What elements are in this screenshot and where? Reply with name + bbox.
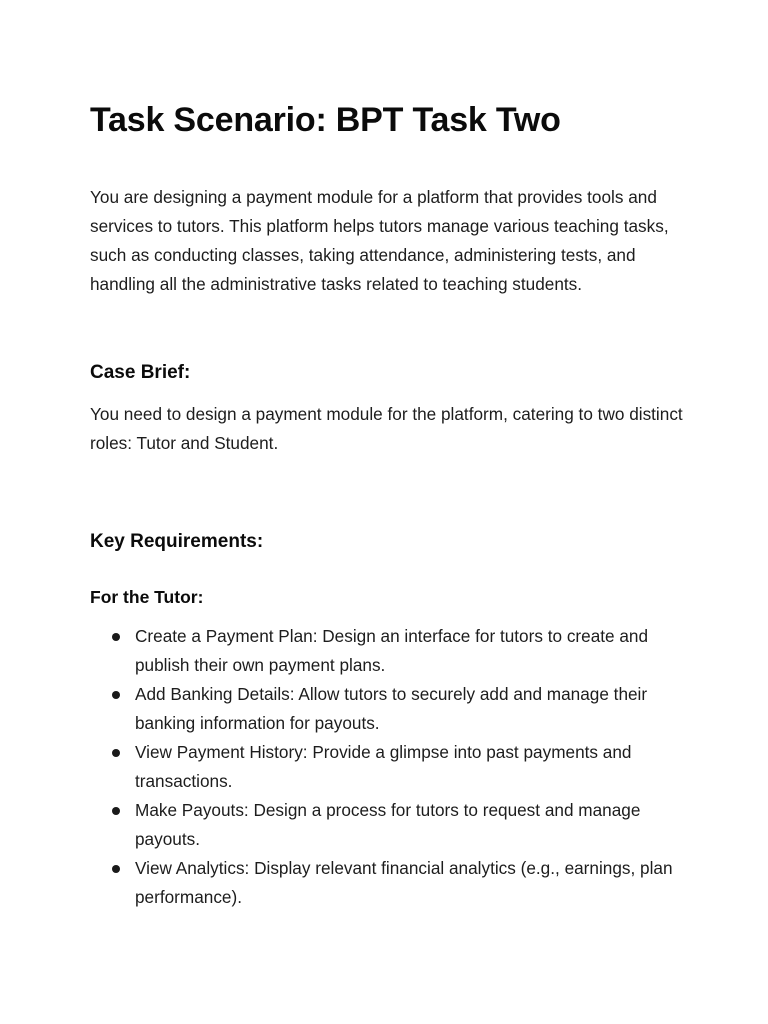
list-item (90, 622, 690, 680)
bullet-icon (112, 749, 120, 757)
list-item-text: Create a Payment Plan: Design an interface for tutors to create and publish their own payment plans. (135, 626, 649, 675)
list-item-text: View Payment History: Provide a glimpse into past payments and transactions. (135, 742, 632, 791)
bullet-icon (112, 807, 120, 815)
list-item (90, 738, 690, 796)
key-requirements-heading: Key Requirements: (90, 531, 264, 552)
bullet-icon (112, 691, 120, 699)
list-item-text: Make Payouts: Design a process for tutors to request and manage payouts. (135, 800, 641, 849)
case-brief-heading: Case Brief: (90, 362, 191, 383)
list-item-text: Add Banking Details: Allow tutors to securely add and manage their banking information for payouts. (135, 684, 648, 733)
tutor-requirements-list (90, 622, 690, 912)
tutor-requirements-heading: For the Tutor: (90, 587, 204, 607)
page-title: Task Scenario: BPT Task Two (90, 101, 561, 139)
document-content (90, 98, 690, 912)
list-item (90, 796, 690, 854)
list-item (90, 854, 690, 912)
bullet-icon (112, 633, 120, 641)
list-item (90, 680, 690, 738)
bullet-icon (112, 865, 120, 873)
intro-paragraph: You are designing a payment module for a platform that provides tools and services to tutors. This platform helps tutors manage various teaching tasks, such as conducting classes, taking attendance, administering tests, and handling all the administrative tasks related to teaching students. (90, 187, 669, 294)
list-item-text: View Analytics: Display relevant financial analytics (e.g., earnings, plan performance). (135, 858, 673, 907)
case-brief-text: You need to design a payment module for the platform, catering to two distinct roles: Tutor and Student. (90, 404, 683, 453)
